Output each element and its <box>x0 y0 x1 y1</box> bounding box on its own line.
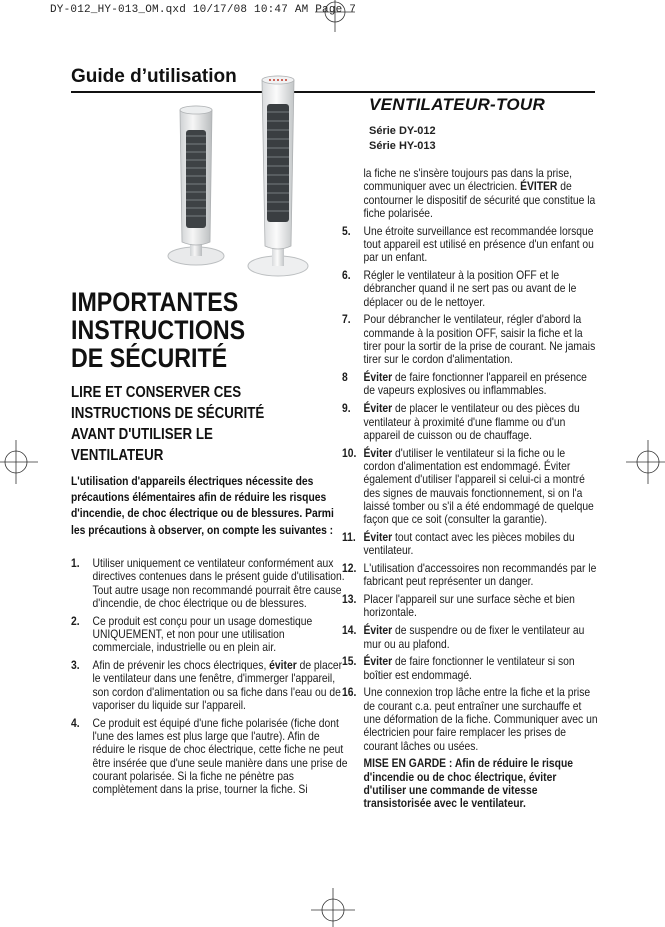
list-item: 2. Ce produit est conçu pour un usage domestique UNIQUEMENT, et non pour une utilisation commerciale, industrielle ou en plein air. <box>71 613 313 655</box>
product-title: VENTILATEUR-TOUR <box>369 95 546 114</box>
registration-mark-right-icon <box>626 440 665 484</box>
list-item: 8 Éviter de faire fonctionner l'appareil en présence de vapeurs explosives ou inflammables. <box>342 370 587 398</box>
list-item: 12. L'utilisation d'accessoires non recommandés par le fabricant peut représenter un danger. <box>342 561 597 589</box>
series-list <box>369 124 436 154</box>
list-item: 1. Utiliser uniquement ce ventilateur conformément aux directives contenues dans le présent guide d'utilisation. Tout autre usage non recommandé pourrait être cause d'incendie, de choc électrique ou de blessures. <box>71 556 345 610</box>
registration-mark-bottom-icon <box>311 888 355 927</box>
series-hy013: Série HY-013 <box>369 140 436 152</box>
list-item: 3. Afin de prévenir les chocs électriques, éviter de placer le ventilateur dans une fenêtre, d'immerger l'appareil, son cordon d'alimentation ou sa fiche dans l'eau ou de vaporiser du liquide sur l'appareil. <box>71 658 343 712</box>
list-item: 15. Éviter de faire fonctionner le ventilateur si son boîtier est endommagé. <box>342 654 575 682</box>
header-rule <box>71 91 595 93</box>
instructions-left-column <box>71 557 348 801</box>
list-item: 16. Une connexion trop lâche entre la fiche et la prise de courant c.a. peut entraîner une surchauffe et une déformation de la fiche. Communiquer avec un électricien pour faire remplacer les prises de courant lâches ou usées. <box>342 685 598 753</box>
list-item: 13. Placer l'appareil sur une surface sèche et bien horizontale. <box>342 592 575 620</box>
list-item: 14. Éviter de suspendre ou de fixer le ventilateur au mur ou au plafond. <box>342 623 585 651</box>
registration-mark-top-icon <box>315 0 355 32</box>
registration-mark-left-icon <box>0 440 38 484</box>
file-slug: DY-012_HY-013_OM.qxd 10/17/08 10:47 AM Page 7 <box>50 4 357 16</box>
guide-title: Guide d’utilisation <box>71 66 237 87</box>
instructions-right-column <box>342 167 598 811</box>
series-dy012: Série DY-012 <box>369 125 436 137</box>
list-item: 7. Pour débrancher le ventilateur, régler d'abord la commande à la position OFF, saisir la fiche et la tirer pour la sortir de la prise de courant. Ne jamais tirer sur le cordon d'alimentation. <box>342 312 596 367</box>
safety-subtitle: LIRE ET CONSERVER CES INSTRUCTIONS DE SÉCURITÉ AVANT D'UTILISER LE VENTILATEUR <box>71 384 265 464</box>
list-item: 9. Éviter de placer le ventilateur ou des pièces du ventilateur à proximité d'une flamme ou d'un appareil de cuisson ou de chauffage. <box>342 401 580 442</box>
list-item: 11. Éviter tout contact avec les pièces mobiles du ventilateur. <box>342 529 575 558</box>
safety-title: IMPORTANTES INSTRUCTIONS DE SÉCURITÉ <box>71 287 246 373</box>
list-item: 4. Ce produit est équipé d'une fiche polarisée (fiche dont l'une des lames est plus large que l'autre). Afin de réduire le risque de choc électrique, cette fiche ne peut être insérée que d'une seule manière dans une prise de courant polarisée. Si la fiche ne pénètre pas complètement dans la prise, tourner la fiche. Si <box>71 715 348 797</box>
warning-paragraph: MISE EN GARDE : Afin de réduire le risque d'incendie ou de choc électrique, éviter d'utiliser une commande de vitesse transistorisée avec le ventilateur. <box>363 756 574 811</box>
tower-fans-image <box>160 70 320 282</box>
intro-paragraph: L'utilisation d'appareils électriques nécessite des précautions élémentaires afin de réduire les risques d'incendie, de choc électrique ou de blessures. Parmi les précautions à observer, on compte les suivantes : <box>71 474 334 537</box>
list-item: 10. Éviter d'utiliser le ventilateur si la fiche ou le cordon d'alimentation est endommagé. Éviter également d'utiliser l'appareil si celui-ci a montré des signes de mauvais fonctionnement, si on l'a laissé tomber ou s'il a été endommagé de quelque façon que ce soit (consulter la garantie). <box>342 445 594 527</box>
list-item: 6. Régler le ventilateur à la position OFF et le débrancher quand il ne sert pas ou avant de le déplacer ou de le nettoyer. <box>342 268 577 309</box>
list-item-continuation: la fiche ne s'insère toujours pas dans la prise, communiquer avec un électricien. ÉVITER de contourner le dispositif de sécurité que constitue la fiche polarisée. <box>363 166 596 220</box>
list-item: 5. Une étroite surveillance est recommandée lorsque tout appareil est utilisé en présence d'un enfant ou par un enfant. <box>342 223 594 265</box>
